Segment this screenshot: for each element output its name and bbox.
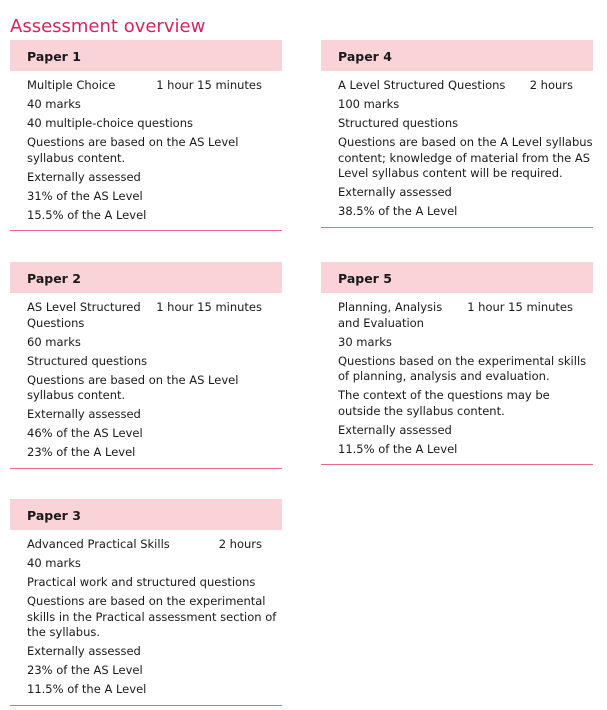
paper-2-card [10,262,282,469]
paper-heading: Paper 4 [321,40,593,71]
paper-duration: 1 hour 15 minutes [156,300,262,314]
paper-body [10,293,282,469]
paper-detail: 38.5% of the A Level [338,204,458,218]
paper-heading: Paper 2 [10,262,282,293]
paper-4-card [321,40,593,228]
paper-detail: Externally assessed [27,169,141,184]
paper-detail: Questions based on the experimental skills of planning, analysis and evaluation. [338,353,587,383]
paper-detail: 15.5% of the A Level [27,207,147,222]
paper-detail: 60 marks [27,334,81,349]
paper-detail: 40 marks [27,556,81,570]
paper-detail: Questions are based on the AS Level syllabus content. [27,372,239,402]
paper-name-row [27,537,282,553]
paper-name-row [338,78,593,94]
paper-detail: Practical work and structured questions [27,575,256,589]
paper-detail: 23% of the A Level [27,445,136,459]
paper-detail: Questions are based on the AS Level syllabus content. [27,135,239,165]
paper-body [10,530,282,706]
paper-detail: 40 marks [27,97,81,111]
paper-duration: 2 hours [529,78,573,92]
paper-detail: Questions are based on the A Level syllabus content; knowledge of material from the AS Level syllabus content will be required. [338,135,593,180]
paper-detail: Structured questions [27,353,148,368]
page-title: Assessment overview [10,16,206,38]
paper-detail: Questions are based on the experimental skills in the Practical assessment section of the syllabus. [27,594,277,639]
paper-duration: 1 hour 15 minutes [156,78,262,92]
paper-detail: 40 multiple-choice questions [27,116,193,130]
paper-detail: Externally assessed [338,185,452,199]
paper-body [321,71,593,228]
paper-detail: 100 marks [338,97,400,111]
paper-detail: 46% of the AS Level [27,426,143,440]
paper-name: A Level Structured Questions [338,78,506,92]
paper-name-row [27,78,282,94]
paper-detail: 30 marks [338,334,392,349]
paper-1-card [10,40,282,231]
paper-name: Multiple Choice [27,78,116,92]
paper-detail: 11.5% of the A Level [27,682,147,696]
paper-name-row [338,300,593,331]
paper-heading: Paper 1 [10,40,282,71]
paper-detail: Externally assessed [338,422,452,437]
paper-detail: The context of the questions may be outside the syllabus content. [338,388,550,418]
paper-duration: 1 hour 15 minutes [467,300,573,314]
paper-detail: Structured questions [338,116,459,130]
paper-name-row [27,300,282,331]
paper-detail: Externally assessed [27,407,141,421]
paper-3-card [10,499,282,706]
paper-body [10,71,282,231]
paper-detail: 11.5% of the A Level [338,441,458,456]
paper-heading: Paper 3 [10,499,282,530]
paper-name: Advanced Practical Skills [27,537,170,551]
paper-name: AS Level Structured Questions [27,300,141,330]
paper-heading: Paper 5 [321,262,593,293]
paper-detail: 31% of the AS Level [27,188,143,203]
paper-detail: 23% of the AS Level [27,663,143,677]
paper-body [321,293,593,465]
paper-5-card [321,262,593,465]
paper-duration: 2 hours [218,537,262,551]
paper-name: Planning, Analysis and Evaluation [338,300,443,330]
paper-detail: Externally assessed [27,644,141,658]
